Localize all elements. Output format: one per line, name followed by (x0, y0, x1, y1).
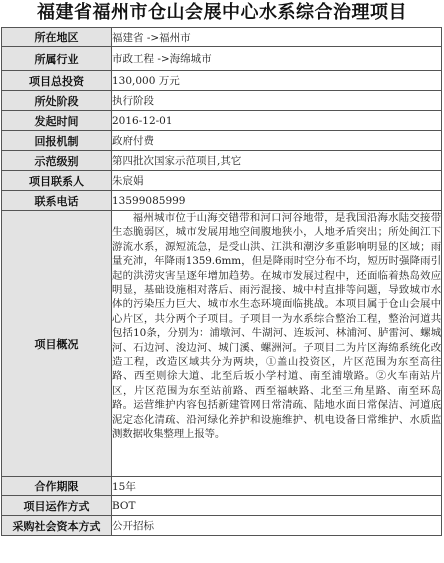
row-label-return-mechanism: 回报机制 (2, 131, 112, 151)
row-label-contact: 项目联系人 (2, 171, 112, 191)
row-value-demo-level: 第四批次国家示范项目,其它 (112, 151, 442, 171)
row-value-contact: 朱宸娟 (112, 171, 442, 191)
row-value-start-date: 2016-12-01 (112, 111, 442, 131)
table-row (2, 191, 442, 211)
table-row (2, 477, 442, 496)
table-row (2, 496, 442, 516)
table-row (2, 211, 442, 477)
table-row (2, 171, 442, 191)
table-row (2, 47, 442, 71)
row-value-total-investment: 130,000 万元 (112, 71, 442, 91)
row-value-stage: 执行阶段 (112, 91, 442, 111)
row-label-operation-mode: 项目运作方式 (2, 496, 112, 516)
row-value-phone: 13599085999 (112, 191, 442, 211)
page-title: 福建省福州市仓山会展中心水系综合治理项目 (37, 2, 407, 23)
row-label-overview: 项目概况 (2, 211, 112, 477)
table-row (2, 71, 442, 91)
project-overview-text: 福州城市位于山海交错带和河口河谷地带，是我国沿海水陆交接带生态脆弱区，城市发展用地空间腹地狭小，人地矛盾突出；所处闽江下游流水系，源短流急，是受山洪、江洪和潮汐多重影响明显的区域；雨量充沛，年降雨1359.6mm，但是降雨时空分布不均，短历时强降雨引起的洪涝灾害呈逐年增加趋势。在城市发展过程中，还面临着热岛效应明显，基础设施相对落后、雨污混接、城中村直排等问题，导致城市水体的污染压力巨大、城市水生态环境面临挑战。本项目属于仓山会展中心片区，共分两个子项目。子项目一为水系综合整治工程，整治河道共包括10条，分别为：浦墩河、牛湖河、连坂河、林浦河、胪雷河、螺城河、石边河、浚边河、城门溪、螺洲河。子项目二为片区海绵系统化改造工程，改造区域共分为两块，①盖山投资区，片区范围为东至高往路、西至则徐大道、北至后坂小学村道、南至浦墩路。②火车南站片区，片区范围为东至站前路、西至福峡路、北至三角星路、南至环岛路。运营维护内容包括新建管网日常清疏、陆地水面日常保洁、河道底泥定态化清疏、沿河绿化养护和设施维护、机电设备日常维护、水质监测数据收集整理上报等。 (112, 211, 442, 477)
row-label-procurement-method: 采购社会资本方式 (2, 516, 112, 536)
row-value-operation-mode: BOT (112, 496, 442, 516)
row-value-return-mechanism: 政府付费 (112, 131, 442, 151)
row-label-phone: 联系电话 (2, 191, 112, 211)
project-info-table (1, 27, 442, 536)
row-label-start-date: 发起时间 (2, 111, 112, 131)
row-label-demo-level: 示范级别 (2, 151, 112, 171)
row-label-total-investment: 项目总投资 (2, 71, 112, 91)
row-value-industry: 市政工程 ->海绵城市 (112, 47, 442, 71)
row-value-term: 15年 (112, 477, 442, 496)
row-label-stage: 所处阶段 (2, 91, 112, 111)
row-label-industry: 所属行业 (2, 47, 112, 71)
table-row (2, 516, 442, 536)
row-value-procurement-method: 公开招标 (112, 516, 442, 536)
table-row (2, 28, 442, 47)
table-row (2, 131, 442, 151)
row-value-region: 福建省 ->福州市 (112, 28, 442, 47)
row-label-term: 合作期限 (2, 477, 112, 496)
row-label-region: 所在地区 (2, 28, 112, 47)
table-row (2, 91, 442, 111)
table-row (2, 111, 442, 131)
table-row (2, 151, 442, 171)
